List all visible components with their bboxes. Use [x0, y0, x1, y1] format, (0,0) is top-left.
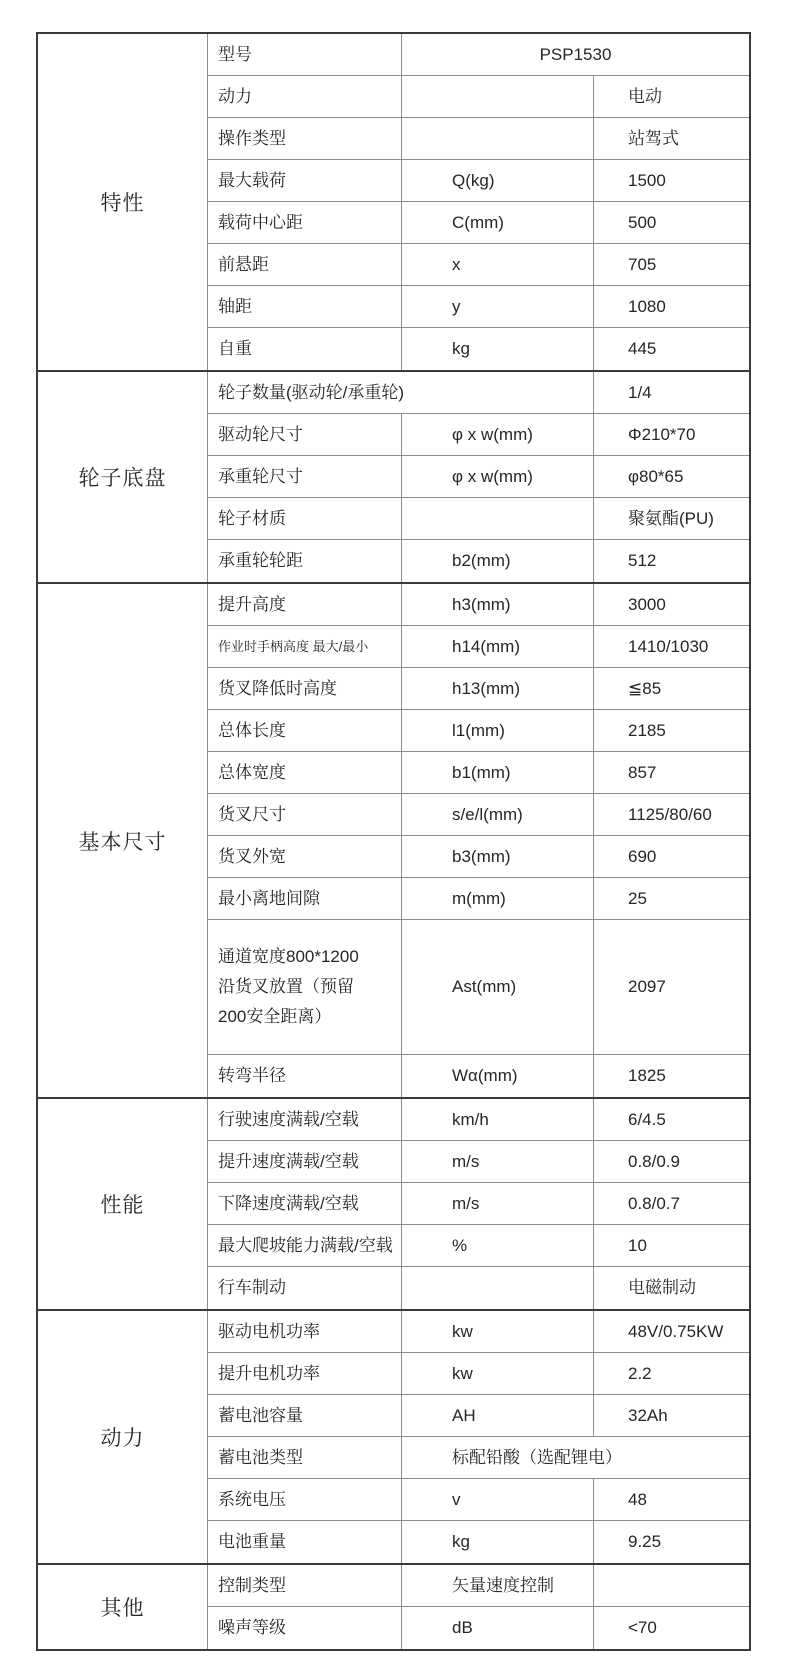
param-name-cell: 载荷中心距 — [208, 202, 402, 243]
param-symbol-cell: kg — [402, 1521, 594, 1563]
table-row — [208, 920, 749, 1055]
table-row — [208, 1183, 749, 1225]
param-symbol-cell — [402, 118, 594, 159]
table-row — [208, 1141, 749, 1183]
param-symbol-cell: m(mm) — [402, 878, 594, 919]
param-name-cell: 自重 — [208, 328, 402, 370]
section-label-features: 特性 — [38, 34, 208, 370]
param-symbol-cell: l1(mm) — [402, 710, 594, 751]
param-name-cell: 下降速度满载/空载 — [208, 1183, 402, 1224]
param-value-cell: 690 — [628, 846, 657, 866]
table-row — [208, 244, 749, 286]
param-symbol-cell: b1(mm) — [402, 752, 594, 793]
param-symbol-cell: h3(mm) — [402, 584, 594, 625]
param-symbol-cell: kg — [402, 328, 594, 370]
param-value-cell: 2185 — [628, 720, 666, 740]
section-rows-features — [208, 34, 749, 370]
table-row — [208, 286, 749, 328]
section-rows-other — [208, 1565, 749, 1649]
table-row — [208, 372, 749, 414]
param-value-cell: 1125/80/60 — [628, 804, 712, 824]
param-name-cell: 最大爬坡能力满载/空载 — [208, 1225, 402, 1266]
param-name-cell: 提升高度 — [208, 584, 402, 625]
param-name-cell: 作业时手柄高度 最大/最小 — [208, 626, 402, 667]
table-row — [208, 456, 749, 498]
param-value-cell: 3000 — [628, 594, 666, 614]
table-row — [208, 202, 749, 244]
param-symbol-cell: % — [402, 1225, 594, 1266]
param-value-cell: 445 — [628, 339, 657, 359]
table-row — [208, 160, 749, 202]
table-row — [208, 1055, 749, 1097]
param-name-cell: 驱动轮尺寸 — [208, 414, 402, 455]
param-value-cell: <70 — [628, 1618, 657, 1638]
param-symbol-cell: Q(kg) — [402, 160, 594, 201]
table-row — [208, 1607, 749, 1649]
param-name-cell: 总体宽度 — [208, 752, 402, 793]
param-symbol-cell: km/h — [402, 1099, 594, 1140]
table-row — [208, 118, 749, 160]
param-value-cell: 2.2 — [628, 1363, 652, 1383]
param-value-cell: 1500 — [628, 170, 666, 190]
param-symbol-cell: x — [402, 244, 594, 285]
param-name-cell: 噪声等级 — [208, 1607, 402, 1649]
param-name-cell: 轴距 — [208, 286, 402, 327]
param-value-cell: ≦85 — [628, 678, 662, 698]
section-label-basic-dimensions: 基本尺寸 — [38, 584, 208, 1097]
param-symbol-cell: C(mm) — [402, 202, 594, 243]
param-symbol-cell — [402, 76, 594, 117]
param-name-cell: 承重轮轮距 — [208, 540, 402, 582]
param-value-cell: 9.25 — [628, 1532, 662, 1552]
param-name-cell: 蓄电池类型 — [208, 1437, 402, 1478]
table-row — [208, 1353, 749, 1395]
param-value-cell: 1/4 — [628, 382, 652, 402]
param-symbol-cell: AH — [402, 1395, 594, 1436]
param-symbol-cell: φ x w(mm) — [402, 456, 594, 497]
param-name-cell: 驱动电机功率 — [208, 1311, 402, 1352]
table-row — [208, 1225, 749, 1267]
param-name-cell: 系统电压 — [208, 1479, 402, 1520]
param-value-cell: 电动 — [628, 86, 662, 106]
param-name-cell: 控制类型 — [208, 1565, 402, 1606]
param-symbol-cell: 矢量速度控制 — [402, 1565, 594, 1606]
param-value-cell: 1410/1030 — [628, 636, 709, 656]
table-row — [208, 1479, 749, 1521]
table-row — [208, 1565, 749, 1607]
param-value-cell: PSP1530 — [539, 44, 612, 64]
param-name-cell: 总体长度 — [208, 710, 402, 751]
param-value-cell: 512 — [628, 551, 657, 571]
section-rows-power — [208, 1311, 749, 1563]
param-value-cell: 857 — [628, 762, 657, 782]
param-name-cell: 型号 — [208, 34, 402, 75]
section-label-wheels-chassis: 轮子底盘 — [38, 372, 208, 582]
param-value-cell: 0.8/0.7 — [628, 1193, 680, 1213]
table-row — [208, 668, 749, 710]
param-name-cell: 轮子材质 — [208, 498, 402, 539]
param-name-cell: 前悬距 — [208, 244, 402, 285]
param-name-cell: 货叉尺寸 — [208, 794, 402, 835]
param-symbol-cell: h13(mm) — [402, 668, 594, 709]
param-symbol-cell: m/s — [402, 1183, 594, 1224]
section-label-other: 其他 — [38, 1565, 208, 1649]
section-other — [38, 1563, 749, 1649]
table-row — [208, 1521, 749, 1563]
param-value-cell: 2097 — [628, 977, 666, 997]
section-features — [38, 34, 749, 370]
param-symbol-cell: h14(mm) — [402, 626, 594, 667]
param-name-cell: 最小离地间隙 — [208, 878, 402, 919]
section-rows-basic-dimensions — [208, 584, 749, 1097]
param-name-cell: 提升电机功率 — [208, 1353, 402, 1394]
param-name-cell: 蓄电池容量 — [208, 1395, 402, 1436]
table-row — [208, 836, 749, 878]
param-symbol-cell: s/e/l(mm) — [402, 794, 594, 835]
table-row — [208, 1267, 749, 1309]
table-row — [208, 76, 749, 118]
section-power — [38, 1309, 749, 1563]
param-value-cell: 48V/0.75KW — [628, 1321, 724, 1341]
param-symbol-cell: dB — [402, 1607, 594, 1649]
section-label-power: 动力 — [38, 1311, 208, 1563]
table-row — [208, 878, 749, 920]
param-value-cell: φ80*65 — [628, 466, 684, 486]
table-row — [208, 1437, 749, 1479]
param-value-cell: 电磁制动 — [628, 1278, 696, 1298]
param-value-cell: 705 — [628, 254, 657, 274]
param-symbol-cell: b2(mm) — [402, 540, 594, 582]
section-performance — [38, 1097, 749, 1309]
table-row — [208, 626, 749, 668]
param-symbol-cell: φ x w(mm) — [402, 414, 594, 455]
param-value-cell: Φ210*70 — [628, 424, 696, 444]
table-row — [208, 584, 749, 626]
section-rows-performance — [208, 1099, 749, 1309]
param-name-cell: 行驶速度满载/空载 — [208, 1099, 402, 1140]
param-value-cell: 1080 — [628, 296, 666, 316]
param-name-cell: 转弯半径 — [208, 1055, 402, 1097]
table-row — [208, 794, 749, 836]
param-symbol-cell — [402, 1267, 594, 1309]
param-name-cell: 通道宽度800*1200沿货叉放置（预留200安全距离） — [208, 920, 402, 1054]
param-name-cell: 电池重量 — [208, 1521, 402, 1563]
param-value-cell: 32Ah — [628, 1405, 668, 1425]
param-name-cell: 轮子数量(驱动轮/承重轮) — [208, 372, 594, 413]
table-row — [208, 710, 749, 752]
param-name-cell: 操作类型 — [208, 118, 402, 159]
table-row — [208, 34, 749, 76]
spec-table — [36, 32, 751, 1651]
param-symbol-cell: Wα(mm) — [402, 1055, 594, 1097]
section-wheels-chassis — [38, 370, 749, 582]
table-row — [208, 414, 749, 456]
param-symbol-cell: Ast(mm) — [402, 920, 594, 1054]
param-value-cell: 聚氨酯(PU) — [628, 508, 714, 528]
param-symbol-cell: v — [402, 1479, 594, 1520]
param-value-cell: 1825 — [628, 1066, 666, 1086]
param-symbol-cell: y — [402, 286, 594, 327]
section-label-performance: 性能 — [38, 1099, 208, 1309]
param-value-cell — [594, 1565, 749, 1606]
param-symbol-cell: kw — [402, 1353, 594, 1394]
param-name-cell: 最大载荷 — [208, 160, 402, 201]
section-rows-wheels-chassis — [208, 372, 749, 582]
table-row — [208, 1099, 749, 1141]
table-row — [208, 1395, 749, 1437]
param-name-cell: 动力 — [208, 76, 402, 117]
table-row — [208, 498, 749, 540]
table-row — [208, 328, 749, 370]
param-value-cell: 10 — [628, 1235, 647, 1255]
table-row — [208, 752, 749, 794]
param-name-cell: 货叉降低时高度 — [208, 668, 402, 709]
table-row — [208, 1311, 749, 1353]
param-name-cell: 提升速度满载/空载 — [208, 1141, 402, 1182]
param-symbol-cell — [402, 498, 594, 539]
param-value-cell: 6/4.5 — [628, 1109, 666, 1129]
param-value-cell: 站驾式 — [628, 128, 679, 148]
param-value-cell: 48 — [628, 1489, 647, 1509]
param-symbol-cell: b3(mm) — [402, 836, 594, 877]
param-name-cell: 行车制动 — [208, 1267, 402, 1309]
param-name-cell: 承重轮尺寸 — [208, 456, 402, 497]
param-symbol-cell: kw — [402, 1311, 594, 1352]
section-basic-dimensions — [38, 582, 749, 1097]
param-value-cell: 500 — [628, 212, 657, 232]
param-value-cell: 0.8/0.9 — [628, 1151, 680, 1171]
param-symbol-cell: 标配铅酸（选配锂电） — [452, 1447, 622, 1467]
param-symbol-cell: m/s — [402, 1141, 594, 1182]
table-row — [208, 540, 749, 582]
param-value-cell: 25 — [628, 888, 647, 908]
param-name-cell: 货叉外宽 — [208, 836, 402, 877]
